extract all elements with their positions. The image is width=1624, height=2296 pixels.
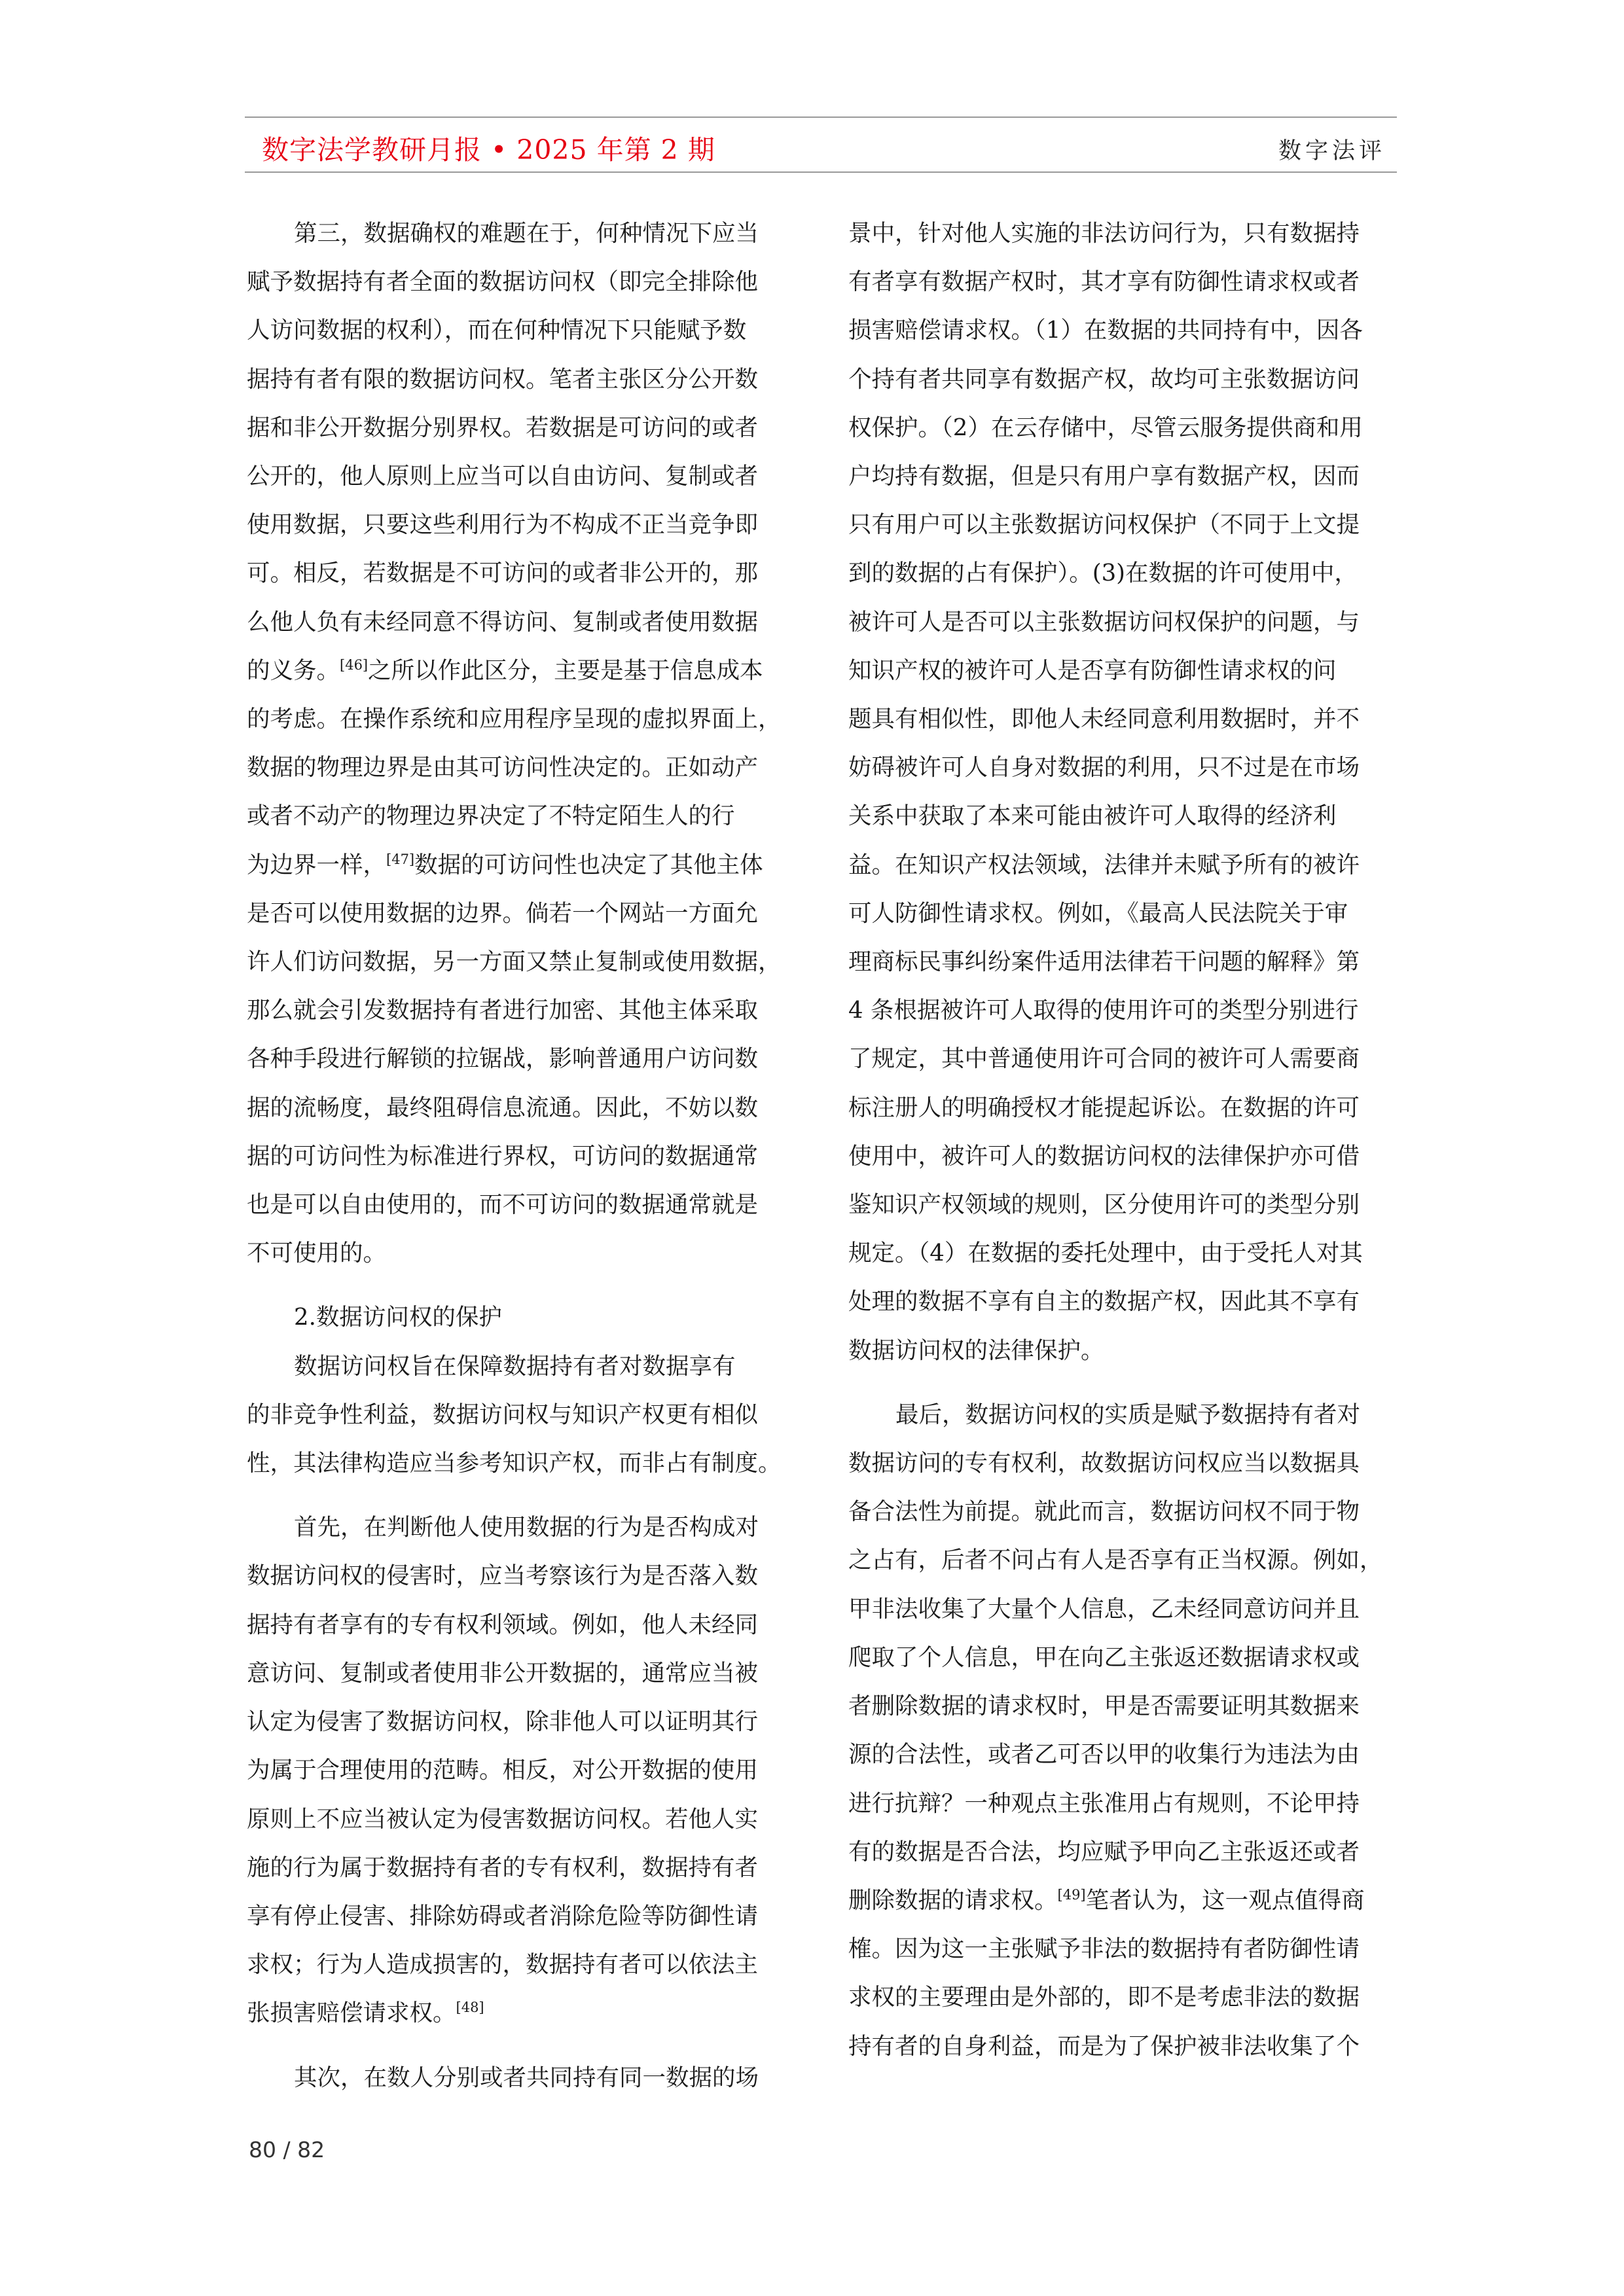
- paragraph-intro: 数据访问权旨在保障数据持有者对数据享有 的非竞争性利益，数据访问权与知识产权更有相似 性，其法律构造应当参考知识产权，而非占有制度。: [247, 1352, 782, 1477]
- paragraph-text: 笔者认为，这一观点值得商 榷。因为这一主张赋予非法的数据持有者防御性请 求权的主要理由是外部的，即不是考虑非法的数据 持有者的自身利益，而是为了保护被非法收集了个: [848, 1886, 1365, 2060]
- paragraph-third-point: [247, 209, 790, 1278]
- paragraph-text: 最后，数据访问权的实质是赋予数据持有者对 数据访问的专有权利，故数据访问权应当以数据具 备合法性为前提。就此而言，数据访问权不同于物 之占有，后者不问占有人是否享有正当权源。例如， 甲非法收集了大量个人信息，乙未经同意访问并且 爬取了个人信息，甲在向乙主张返还数据请求权或 者删除数据的请求权时，甲是否需要证明其数据来 源的合法性，或者乙可否以甲的收集行为违法为由 进行抗辩？一种观点主张准用占有规则，不论甲持 有的数据是否合法，均应赋予甲向乙主张返还或者 删除数据的请求权。: [848, 1401, 1383, 1914]
- header-rule-top: [245, 117, 1397, 118]
- right-column: [848, 209, 1392, 2071]
- journal-title: 数字法学教研月报 • 2025 年第 2 期: [262, 134, 715, 166]
- footnote-ref-47[interactable]: [47]: [386, 851, 415, 867]
- paragraph-text: 第三，数据确权的难题在于，何种情况下应当 赋予数据持有者全面的数据访问权（即完全排除他 人访问数据的权利），而在何种情况下只能赋予数 据持有者有限的数据访问权。笔者主张区分公开数 据和非公开数据分别界权。若数据是可访问的或者 公开的，他人原则上应当可以自由访问、复制或者 使用数据，只要这些利用行为不构成不正当竞争即 可。相反，若数据是不可访问的或者非公开的，那 么他人负有未经同意不得访问、复制或者使用数据 的义务。: [247, 220, 759, 684]
- footnote-ref-49[interactable]: [49]: [1057, 1887, 1086, 1903]
- header-rule-bottom: [245, 171, 1397, 173]
- page-number: 80 / 82: [249, 2137, 325, 2162]
- paragraph-text: 数据的可访问性也决定了其他主体 是否可以使用数据的边界。倘若一个网站一方面允 许人们访问数据，另一方面又禁止复制或使用数据， 那么就会引发数据持有者进行加密、其他主体采取 各种手段进行解锁的拉锯战，影响普通用户访问数 据的流畅度，最终阻碍信息流通。因此，不妨以数 据的可访问性为标准进行界权，可访问的数据通常 也是可以自由使用的，而不可访问的数据通常就是 不可使用的。: [247, 851, 782, 1267]
- paragraph-second-start: 其次，在数人分别或者共同持有同一数据的场: [294, 2064, 759, 2091]
- paragraph-text: 首先，在判断他人使用数据的行为是否构成对 数据访问权的侵害时，应当考察该行为是否落入数 据持有者享有的专有权利领域。例如，他人未经同 意访问、复制或者使用非公开数据的，通常应当被 认定为侵害了数据访问权，除非他人可以证明其行 为属于合理使用的范畴。相反，对公开数据的使用 原则上不应当被认定为侵害数据访问权。若他人实 施的行为属于数据持有者的专有权利，数据持有者 享有停止侵害、排除妨碍或者消除危险等防御性请 求权；行为人造成损害的，数据持有者可以依法主 张损害赔偿请求权。: [247, 1514, 759, 2027]
- section-heading: 2.数据访问权的保护: [294, 1304, 502, 1331]
- footnote-ref-48[interactable]: [48]: [456, 2000, 484, 2016]
- section-label: 数字法评: [1278, 138, 1386, 164]
- footnote-ref-46[interactable]: [46]: [340, 657, 369, 673]
- paragraph-first: [247, 1503, 790, 2037]
- paragraph-text: 之所以作此区分，主要是基于信息成本 的考虑。在操作系统和应用程序呈现的虚拟界面上， 数据的物理边界是由其可访问性决定的。正如动产 或者不动产的物理边界决定了不特定陌生人的行 为边界一样，: [247, 656, 782, 878]
- paragraph-second-cont: 景中，针对他人实施的非法访问行为，只有数据持 有者享有数据产权时，其才享有防御性请求权或者 损害赔偿请求权。（1）在数据的共同持有中，因各 个持有者共同享有数据产权，故均可主张数据访问 权保护。（2）在云存储中，尽管云服务提供商和用 户均持有数据，但是只有用户享有数据产权，因而 只有用户可以主张数据访问权保护（不同于上文提 到的数据的占有保护）。(3)在数据的许可使用中， 被许可人是否可以主张数据访问权保护的问题，与 知识产权的被许可人是否享有防御性请求权的问 题具有相似性，即他人未经同意利用数据时，并不 妨碍被许可人自身对数据的利用，只不过是在市场 关系中获取了本来可能由被许可人取得的经济利 益。在知识产权法领域，法律并未赋予所有的被许 可人防御性请求权。例如，《最高人民法院关于审 理商标民事纠纷案件适用法律若干问题的解释》第 4 条根据被许可人取得的使用许可的类型分别进行 了规定，其中普通使用许可合同的被许可人需要商 标注册人的明确授权才能提起诉讼。在数据的许可 使用中，被许可人的数据访问权的法律保护亦可借 鉴知识产权领域的规则，区分使用许可的类型分别 规定。（4）在数据的委托处理中，由于受托人对其 处理的数据不享有自主的数据产权，因此其不享有 数据访问权的法律保护。: [848, 220, 1363, 1364]
- paragraph-last: [848, 1391, 1392, 2071]
- left-column: [247, 209, 790, 2102]
